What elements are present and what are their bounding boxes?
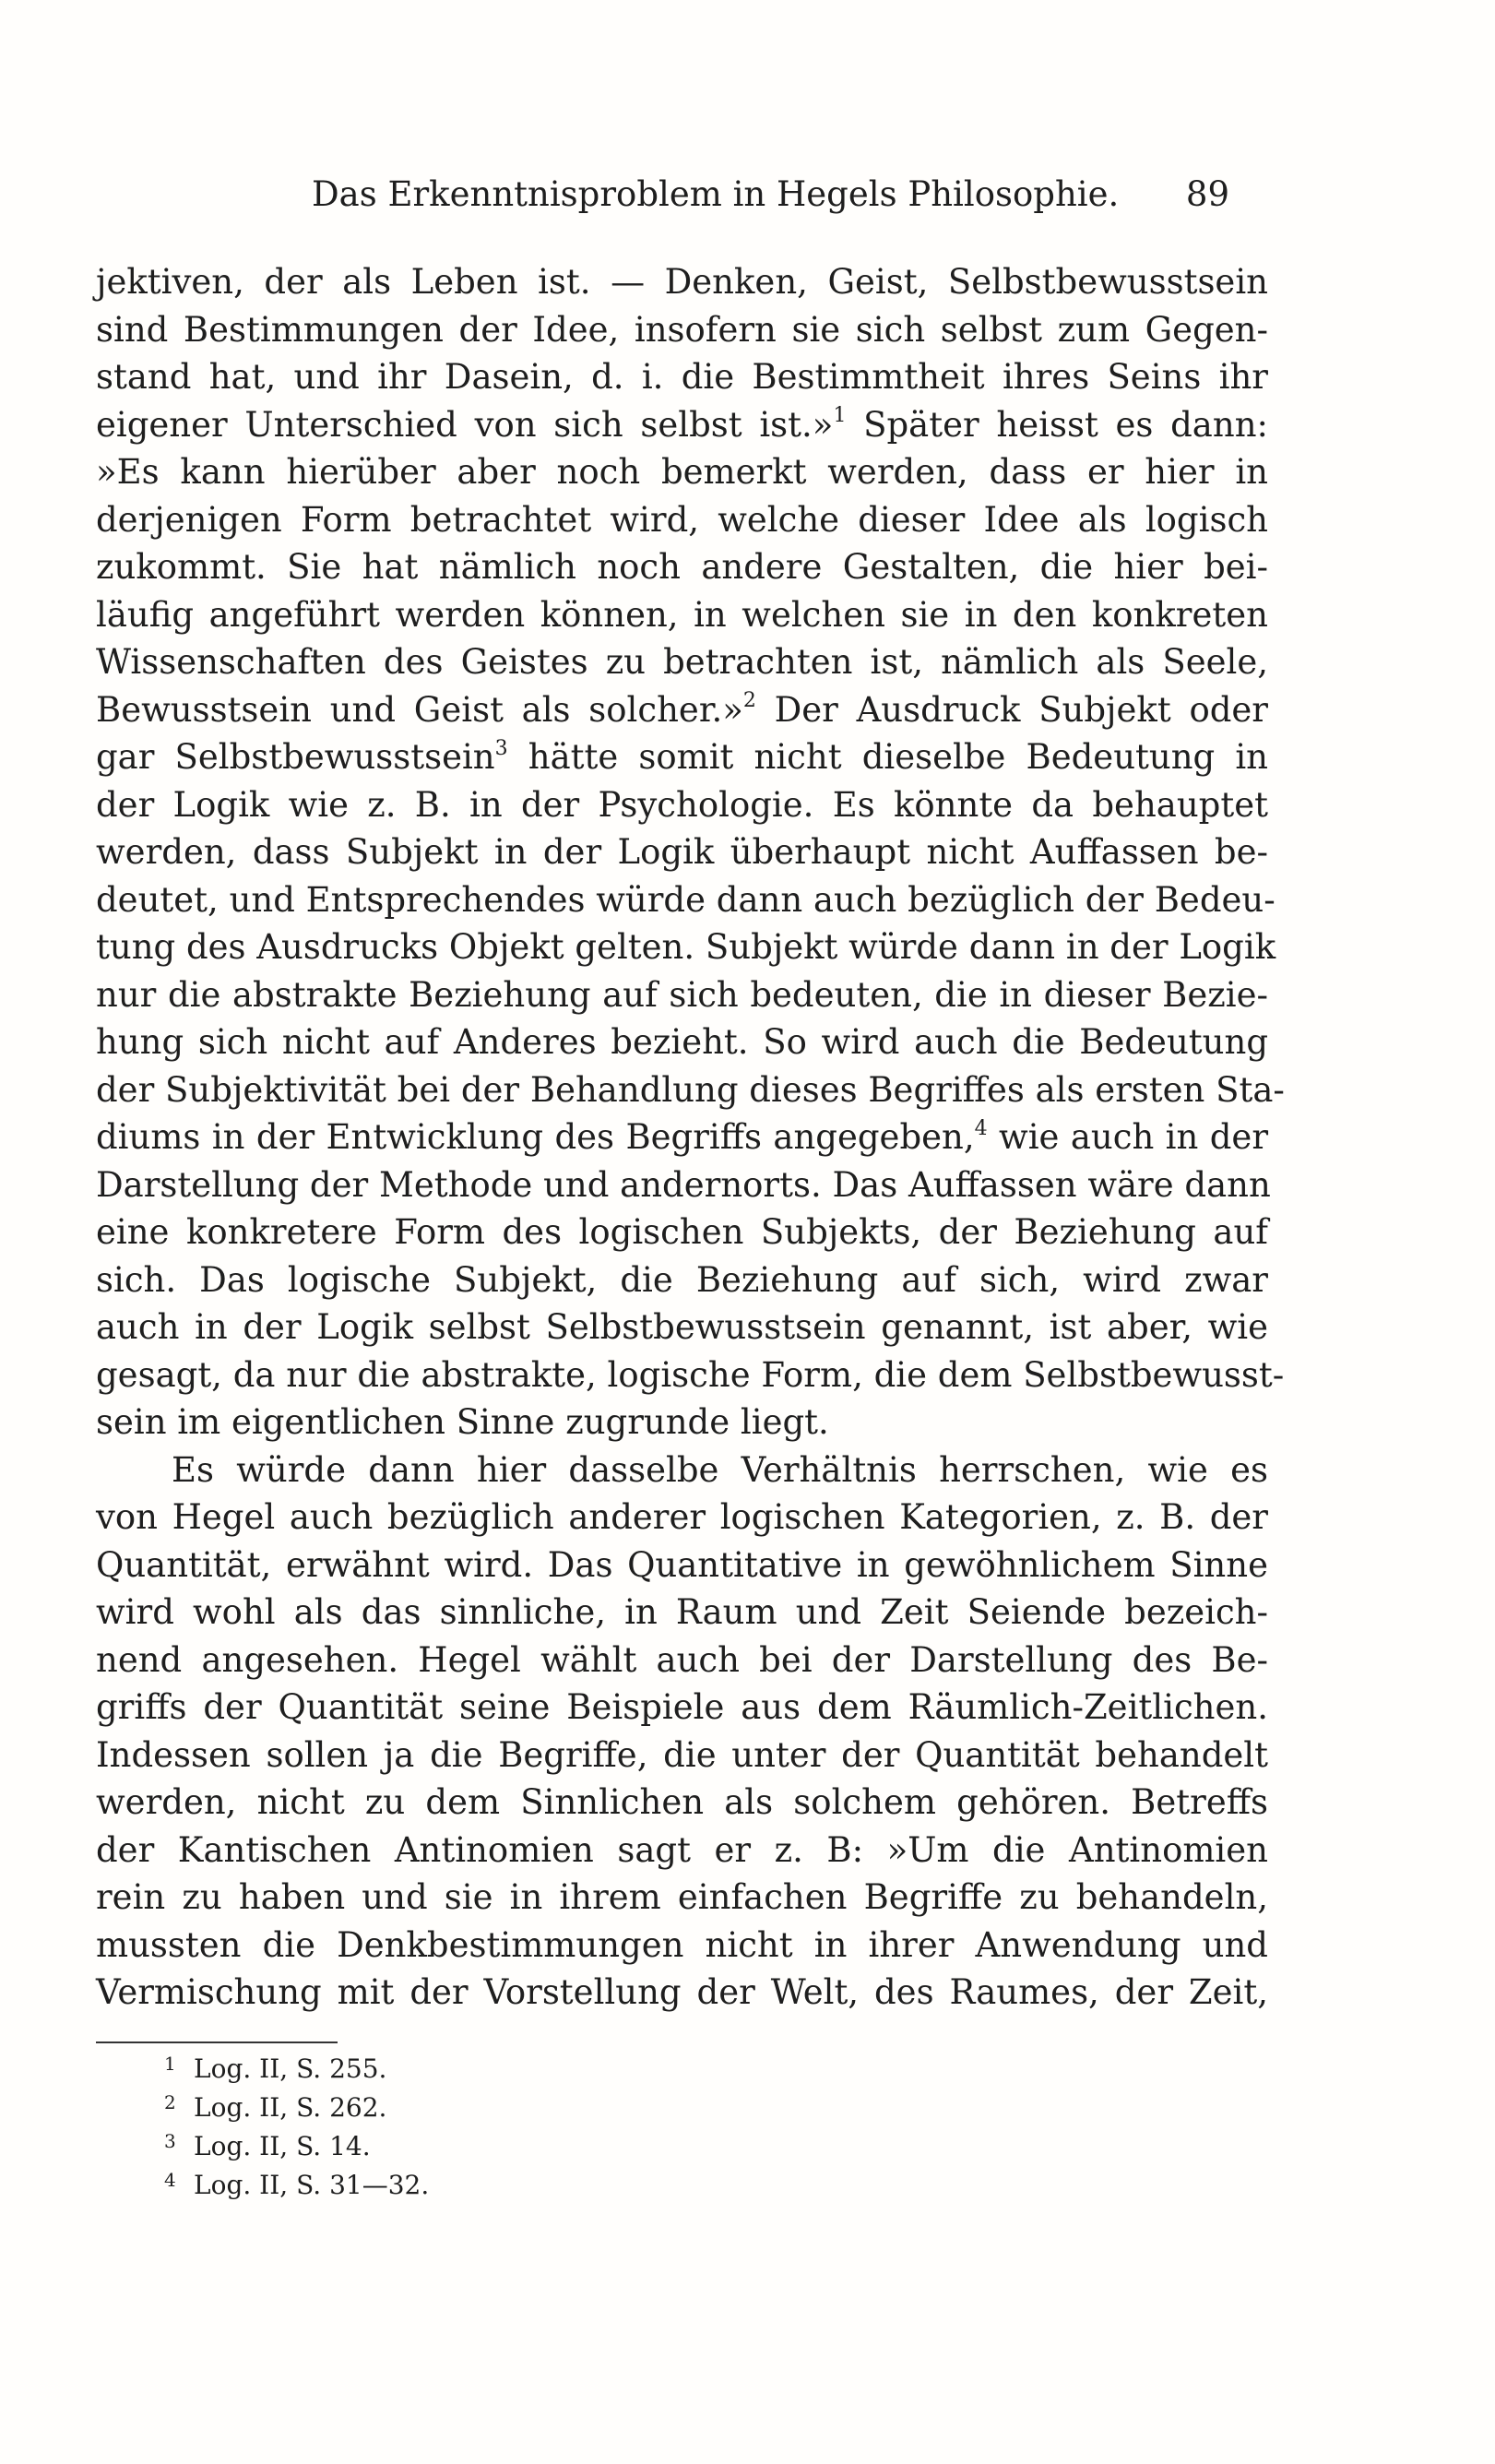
text-line: hung sich nicht auf Anderes bezieht. So wird auch die Bedeutung [96, 1022, 1268, 1062]
text-line: nend angesehen. Hegel wählt auch bei der Darstellung des Be- [96, 1639, 1268, 1680]
text-line: griffs der Quantität seine Beispiele aus dem Räumlich-Zeitlichen. [96, 1687, 1268, 1727]
text-fragment: Bewusstsein und Geist als solcher.» [96, 689, 743, 730]
text-line [96, 733, 1268, 781]
footnotes [164, 2051, 810, 2206]
text-line: Quantität, erwähnt wird. Das Quantitative in gewöhnlichem Sinne [96, 1544, 1268, 1585]
text-line: zukommt. Sie hat nämlich noch andere Gestalten, die hier bei- [96, 547, 1268, 587]
text-line: tung des Ausdrucks Objekt gelten. Subjekt würde dann in der Logik [96, 927, 1276, 967]
footnote [164, 2128, 810, 2167]
running-header [312, 169, 1229, 220]
footnote-ref: 4 [974, 1116, 988, 1140]
footnote-divider [96, 2041, 338, 2043]
footnote-mark: 1 [164, 2053, 176, 2075]
footnote-text: Log. II, S. 31—32. [194, 2170, 430, 2200]
text-line: sind Bestimmungen der Idee, insofern sie sich selbst zum Gegen- [96, 309, 1268, 350]
header-title: Das Erkenntnisproblem in Hegels Philosophie. [312, 174, 1120, 214]
text-line: Indessen sollen ja die Begriffe, die unter der Quantität behandelt [96, 1734, 1268, 1775]
footnote-mark: 4 [164, 2169, 176, 2191]
footnote-mark: 2 [164, 2091, 176, 2113]
paragraph-2 [96, 1446, 1268, 2017]
footnote [164, 2089, 810, 2128]
text-fragment: hätte somit nicht dieselbe Bedeutung in [507, 737, 1269, 777]
text-line: eine konkretere Form des logischen Subjekts, der Beziehung auf [96, 1212, 1268, 1252]
text-fragment: gar Selbstbewusstsein [96, 737, 495, 777]
footnote-ref: 2 [742, 689, 756, 713]
text-line [96, 1113, 1268, 1161]
footnote-text: Log. II, S. 262. [194, 2092, 387, 2123]
text-fragment: diums in der Entwicklung des Begriffs angegeben, [96, 1117, 975, 1157]
text-line: sich. Das logische Subjekt, die Beziehung auf sich, wird zwar [96, 1259, 1268, 1300]
footnote [164, 2167, 810, 2206]
text-line: werden, dass Subjekt in der Logik überhaupt nicht Auffassen be- [96, 832, 1268, 872]
text-line: Wissenschaften des Geistes zu betrachten ist, nämlich als Seele, [96, 642, 1268, 682]
text-line: sein im eigentlichen Sinne zugrunde liegt. [96, 1402, 829, 1442]
text-fragment: eigener Unterschied von sich selbst ist.» [96, 404, 834, 445]
footnote-mark: 3 [164, 2130, 176, 2152]
text-line: wird wohl als das sinnliche, in Raum und Zeit Seiende bezeich- [96, 1592, 1268, 1632]
text-fragment: Später heisst es dann: [846, 404, 1268, 445]
text-line: stand hat, und ihr Dasein, d. i. die Bestimmtheit ihres Seins ihr [96, 357, 1268, 397]
text-fragment: wie auch in der [987, 1117, 1269, 1157]
text-line: Darstellung der Methode und andernorts. Das Auffassen wäre dann [96, 1164, 1271, 1205]
text-line: der Kantischen Antinomien sagt er z. B: »Um die Antinomien [96, 1829, 1268, 1870]
text-line: werden, nicht zu dem Sinnlichen als solchem gehören. Betreffs [96, 1782, 1268, 1822]
text-line: deutet, und Entsprechendes würde dann auch bezüglich der Bedeu- [96, 879, 1275, 920]
text-line: jektiven, der als Leben ist. — Denken, Geist, Selbstbewusstsein [96, 262, 1268, 302]
footnote-text: Log. II, S. 14. [194, 2131, 371, 2161]
text-line: der Subjektivität bei der Behandlung dieses Begriffes als ersten Sta- [96, 1069, 1285, 1110]
text-line: der Logik wie z. B. in der Psychologie. Es könnte da behauptet [96, 784, 1268, 825]
page-number: 89 [1185, 174, 1229, 214]
body-text [96, 258, 1285, 2017]
footnote [164, 2051, 810, 2089]
text-line: »Es kann hierüber aber noch bemerkt werden, dass er hier in [96, 452, 1268, 492]
footnote-ref: 3 [494, 736, 508, 760]
text-line: mussten die Denkbestimmungen nicht in ihrer Anwendung und [96, 1924, 1268, 1965]
text-fragment: Der Ausdruck Subjekt oder [755, 689, 1268, 730]
text-line: läufig angeführt werden können, in welchen sie in den konkreten [96, 594, 1268, 635]
text-line: auch in der Logik selbst Selbstbewusstsein genannt, ist aber, wie [96, 1307, 1268, 1347]
text-line: Vermischung mit der Vorstellung der Welt, des Raumes, der Zeit, [96, 1972, 1268, 2012]
text-line: nur die abstrakte Beziehung auf sich bedeuten, die in dieser Bezie- [96, 974, 1268, 1015]
text-line: gesagt, da nur die abstrakte, logische Form, die dem Selbstbewusst- [96, 1354, 1285, 1395]
text-line: rein zu haben und sie in ihrem einfachen Begriffe zu behandeln, [96, 1877, 1268, 1917]
footnote-text: Log. II, S. 255. [194, 2053, 387, 2084]
paragraph-1 [96, 258, 1285, 1446]
text-line [96, 401, 1268, 449]
footnote-ref: 1 [833, 404, 847, 428]
text-line: derjenigen Form betrachtet wird, welche dieser Idee als logisch [96, 499, 1268, 540]
text-line: von Hegel auch bezüglich anderer logischen Kategorien, z. B. der [96, 1497, 1268, 1537]
text-line [96, 686, 1268, 734]
text-line: Es würde dann hier dasselbe Verhältnis herrschen, wie es [172, 1449, 1268, 1490]
